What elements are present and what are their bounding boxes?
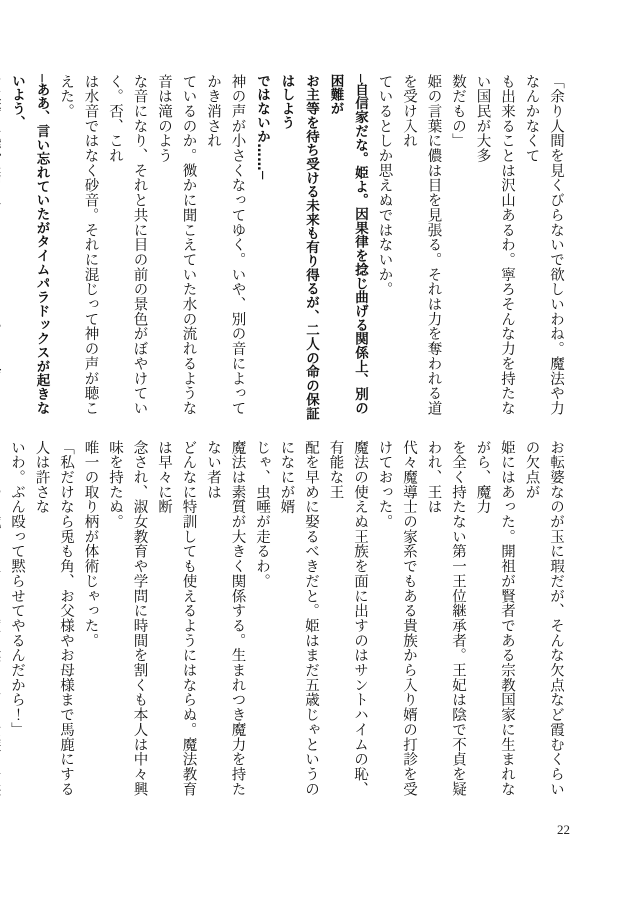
paragraph: 姫の言葉に儂は目を見張る。それは力を奪われる道を受け入れ	[401, 74, 442, 416]
paragraph: 代々魔導士の家系でもある貴族から入り婿の打診を受けておった。	[376, 440, 417, 797]
paragraph	[0, 440, 5, 804]
paragraph: お転婆なのが玉に瑕だが、そんな欠点など霞むくらいの欠点が	[523, 440, 564, 797]
paragraph: 姫にはあった。開祖が賢者である宗教国家に生まれながら、魔力	[474, 440, 515, 797]
paragraph: いわ。ぶん殴って黙らせてやるんだから！」	[9, 440, 25, 737]
paragraph: 神の声が小さくなってゆく。いや、別の音によってかき消され	[205, 74, 246, 416]
paragraph-handwritten-style	[0, 74, 5, 426]
paragraph: 唯一の取り柄が体術じゃった。	[82, 440, 99, 648]
paragraph-handwritten-style: ─ああ、言い忘れていたがタイムパラドックスが起きないよう、	[9, 74, 50, 415]
page-number: 22	[557, 822, 570, 837]
paragraph: は水音ではなく砂音。それに混じって神の声が聴こえた。	[58, 74, 99, 416]
paragraph: も出来ることは沢山あるわ。寧ろそんな力を持たない国民が大多	[474, 74, 515, 416]
paragraph: 配を早めに娶るべきだと。姫はまだ五歳じゃというのになにが婿	[278, 440, 319, 797]
text-band-bottom	[9, 440, 568, 804]
paragraph: 魔法は素質が大きく関係する。生まれつき魔力を持たない者は	[205, 440, 246, 797]
paragraph: 数だもの」	[450, 74, 466, 149]
paragraph: 「余り人間を見くびらないで欲しいわね。魔法や力なんかなくて	[523, 74, 564, 416]
text-band-top	[9, 74, 568, 426]
paragraph: お主等を待ち受ける未来も有り得るが、二人の命の保証はしよう	[278, 74, 319, 421]
paragraph: ─自信家だな。姫よ。因果律を捻じ曲げる関係上、別の困難が	[327, 74, 368, 415]
paragraph: ているのか。微かに聞こえていた水の流れるような音は滝のよう	[156, 74, 197, 416]
paragraph: じゃ、虫唾が走るわ。	[254, 440, 270, 589]
paragraph: な音になり、それと共に目の前の景色がぼやけていく。否、これ	[107, 74, 148, 416]
paragraph: ているとしか思えぬではないか。	[376, 74, 393, 297]
paragraph: 「私だけなら兎も角、お父様やお母様まで馬鹿にする人は許さな	[33, 440, 74, 797]
paragraph: 念され、淑女教育や学問に時間を割くも本人は中々興味を持たぬ。	[107, 440, 148, 797]
paragraph: を全く持たない第一王位継承者。王妃は陰で不貞を疑われ、王は	[425, 440, 466, 797]
paragraph: ではないか……─	[254, 74, 270, 180]
paragraph: 魔法の使えぬ王族を面に出すのはサントハイムの恥、有能な王	[327, 440, 368, 797]
paragraph: どんなに特訓しても使えるようにはならぬ。魔法教育は早々に断	[156, 440, 197, 797]
